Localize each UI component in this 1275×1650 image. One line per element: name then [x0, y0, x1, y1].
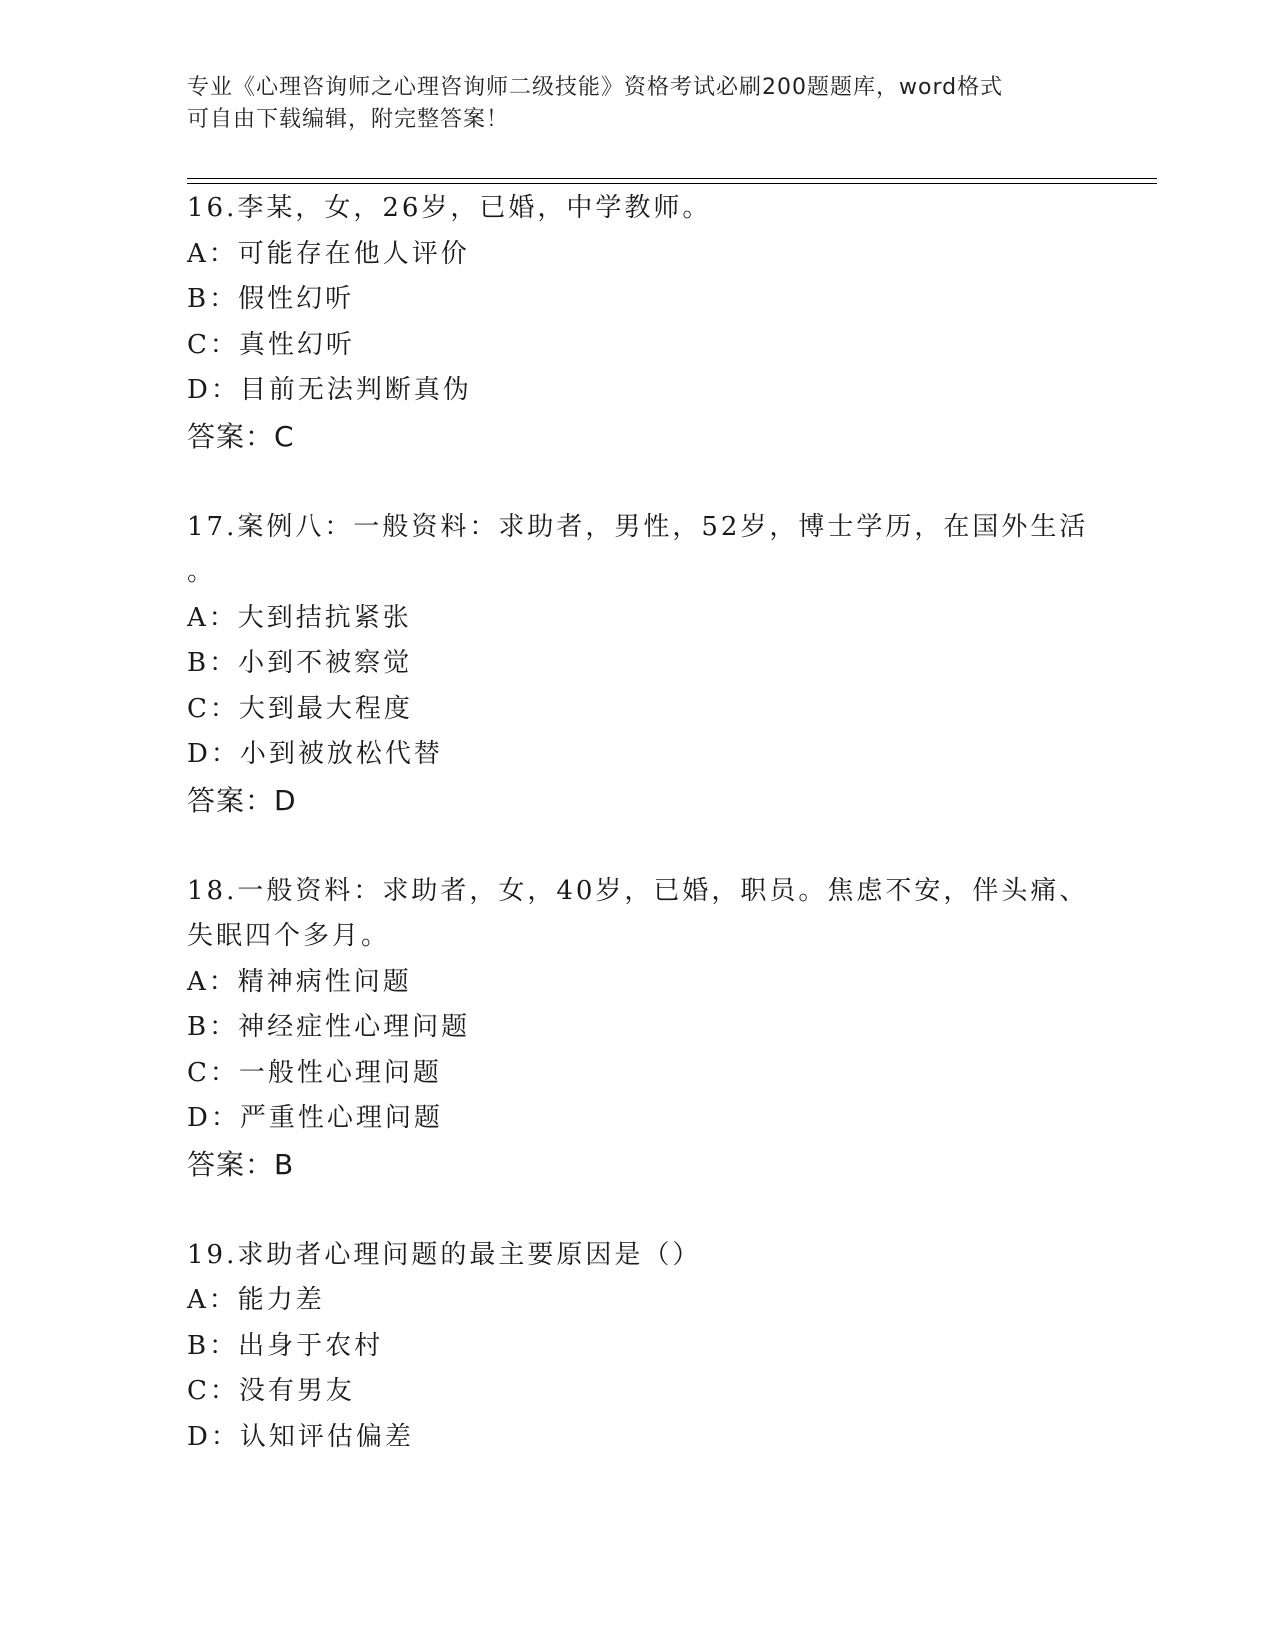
header-line-1: 专业《心理咨询师之心理咨询师二级技能》资格考试必刷200题题库，word格式 [187, 75, 1004, 100]
question-stem-continuation: 失眠四个多月。 [187, 921, 391, 951]
option-c: C：大到最大程度 [187, 693, 413, 724]
question-spacer [187, 823, 1087, 869]
question-list [187, 186, 1087, 1460]
question-19 [187, 1233, 1087, 1461]
question-stem: 19.求助者心理问题的最主要原因是（） [187, 1239, 702, 1270]
option-a: A：大到拮抗紧张 [187, 602, 412, 633]
question-18 [187, 869, 1087, 1188]
question-spacer [187, 1187, 1087, 1233]
question-spacer [187, 459, 1087, 505]
question-16 [187, 186, 1087, 459]
option-b: B：小到不被察觉 [187, 648, 413, 678]
option-c: C：一般性心理问题 [187, 1057, 442, 1088]
question-stem-continuation: 。 [187, 557, 217, 587]
answer-line: 答案：D [187, 783, 297, 817]
option-d: D：小到被放松代替 [187, 739, 443, 769]
option-d: D：严重性心理问题 [187, 1103, 443, 1133]
option-b: B：假性幻听 [187, 284, 355, 314]
option-b: B：神经症性心理问题 [187, 1012, 471, 1042]
header-divider-top [187, 178, 1157, 179]
question-stem: 17.案例八：一般资料：求助者，男性，52岁，博士学历，在国外生活 [187, 511, 1089, 542]
answer-line: 答案：B [187, 1147, 295, 1181]
option-d: D：目前无法判断真伪 [187, 375, 472, 405]
header-divider-bottom [187, 183, 1157, 184]
option-b: B：出身于农村 [187, 1330, 384, 1361]
option-c: C：真性幻听 [187, 329, 355, 360]
question-stem: 18.一般资料：求助者，女，40岁，已婚，职员。焦虑不安，伴头痛、 [187, 875, 1089, 906]
option-a: A：可能存在他人评价 [187, 238, 470, 269]
option-a: A：精神病性问题 [187, 966, 412, 997]
header-line-2: 可自由下载编辑，附完整答案！ [187, 107, 510, 132]
answer-line: 答案：C [187, 419, 295, 453]
question-stem: 16.李某，女，26岁，已婚，中学教师。 [187, 193, 712, 223]
option-d: D：认知评估偏差 [187, 1421, 414, 1452]
option-c: C：没有男友 [187, 1376, 355, 1406]
option-a: A：能力差 [187, 1285, 325, 1315]
document-header [187, 72, 1067, 136]
question-17 [187, 505, 1087, 824]
